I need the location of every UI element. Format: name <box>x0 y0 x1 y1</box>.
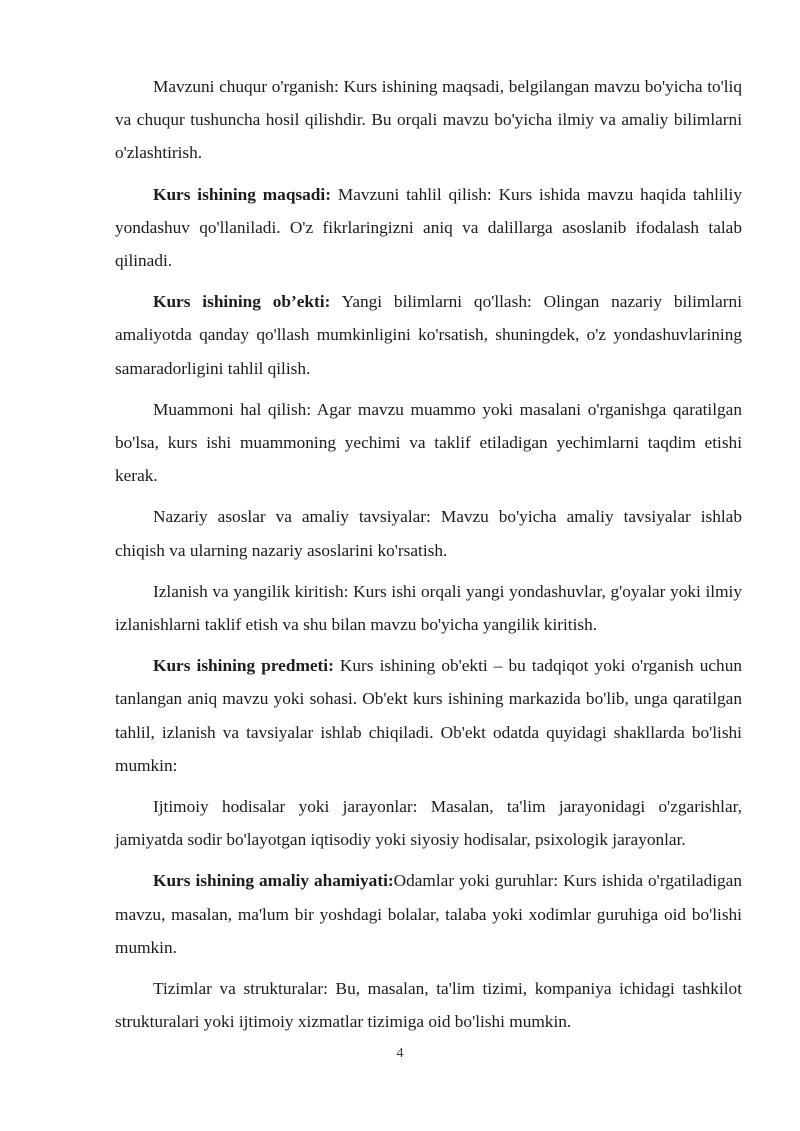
paragraph-course-goal <box>115 178 742 278</box>
paragraph-text: Mavzuni chuqur o'rganish: Kurs ishining maqsadi, belgilangan mavzu bo'yicha to'liq va chuqur tushuncha hosil qilishdir. Bu orqali mavzu bo'yicha ilmiy va amaliy bilimlarni o'zlashtirish. <box>115 77 742 163</box>
paragraph-systems-structures <box>115 972 742 1038</box>
paragraph-theory-practice <box>115 500 742 566</box>
paragraph-heading: Kurs ishining ob’ekti: <box>153 292 331 312</box>
paragraph-research-innovation <box>115 575 742 641</box>
paragraph-text: Ijtimoiy hodisalar yoki jarayonlar: Masalan, ta'lim jarayonidagi o'zgarishlar, jamiyatda sodir bo'layotgan iqtisodiy yoki siyosiy hodisalar, psixologik jarayonlar. <box>115 797 742 850</box>
paragraph-course-object <box>115 285 742 385</box>
paragraph-text: Mavzuni tahlil qilish: Kurs ishida mavzu haqida tahliliy yondashuv qo'llaniladi. O'z fikrlaringizni aniq va dalillarga asoslanib ifodalash talab qilinadi. <box>115 184 743 271</box>
paragraph-text: Izlanish va yangilik kiritish: Kurs ishi orqali yangi yondashuvlar, g'oyalar yoki ilmiy izlanishlarni taklif etish va shu bilan mavzu bo'yicha yangilik kiritish. <box>115 581 742 635</box>
paragraph-social-phenomena <box>115 790 742 856</box>
paragraph-text: Nazariy asoslar va amaliy tavsiyalar: Mavzu bo'yicha amaliy tavsiyalar ishlab chiqish va ularning nazariy asoslarini ko'rsatish. <box>115 507 742 560</box>
document-body <box>115 70 742 1046</box>
paragraph-text: Tizimlar va strukturalar: Bu, masalan, ta'lim tizimi, kompaniya ichidagi tashkilot strukturalari yoki ijtimoiy xizmatlar tizimiga oid bo'lishi mumkin. <box>115 979 742 1032</box>
paragraph-text: Yangi bilimlarni qo'llash: Olingan nazariy bilimlarni amaliyotda qanday qo'llash mumkinligini ko'rsatish, shuningdek, o'z yondashuvlarining samaradorligini tahlil qilish. <box>115 292 742 378</box>
paragraph-text: Odamlar yoki guruhlar: Kurs ishida o'rgatiladigan mavzu, masalan, ma'lum bir yoshdagi bolalar, talaba yoki xodimlar guruhiga oid bo'lishi mumkin. <box>115 871 742 957</box>
paragraph-problem-solving <box>115 393 742 493</box>
paragraph-text: Kurs ishining ob'ekti – bu tadqiqot yoki o'rganish uchun tanlangan aniq mavzu yoki sohasi. Ob'ekt kurs ishining markazida bo'lib, unga qaratilgan tahlil, izlanish va tavsiyalar ishlab chiqiladi. Ob'ekt odatda quyidagi shakllarda bo'lishi mumkin: <box>115 656 742 775</box>
paragraph-heading: Kurs ishining amaliy ahamiyati: <box>153 871 394 891</box>
paragraph-study-topic <box>115 70 742 170</box>
paragraph-text: Muammoni hal qilish: Agar mavzu muammo yoki masalani o'rganishga qaratilgan bo'lsa, kurs ishi muammoning yechimi va taklif etiladigan yechimlarni taqdim etishi kerak. <box>115 399 742 486</box>
paragraph-practical-significance <box>115 864 742 964</box>
paragraph-heading: Kurs ishining maqsadi: <box>153 184 331 204</box>
page-number: 4 <box>396 1046 404 1061</box>
paragraph-heading: Kurs ishining predmeti: <box>153 656 334 676</box>
paragraph-course-subject <box>115 649 742 782</box>
